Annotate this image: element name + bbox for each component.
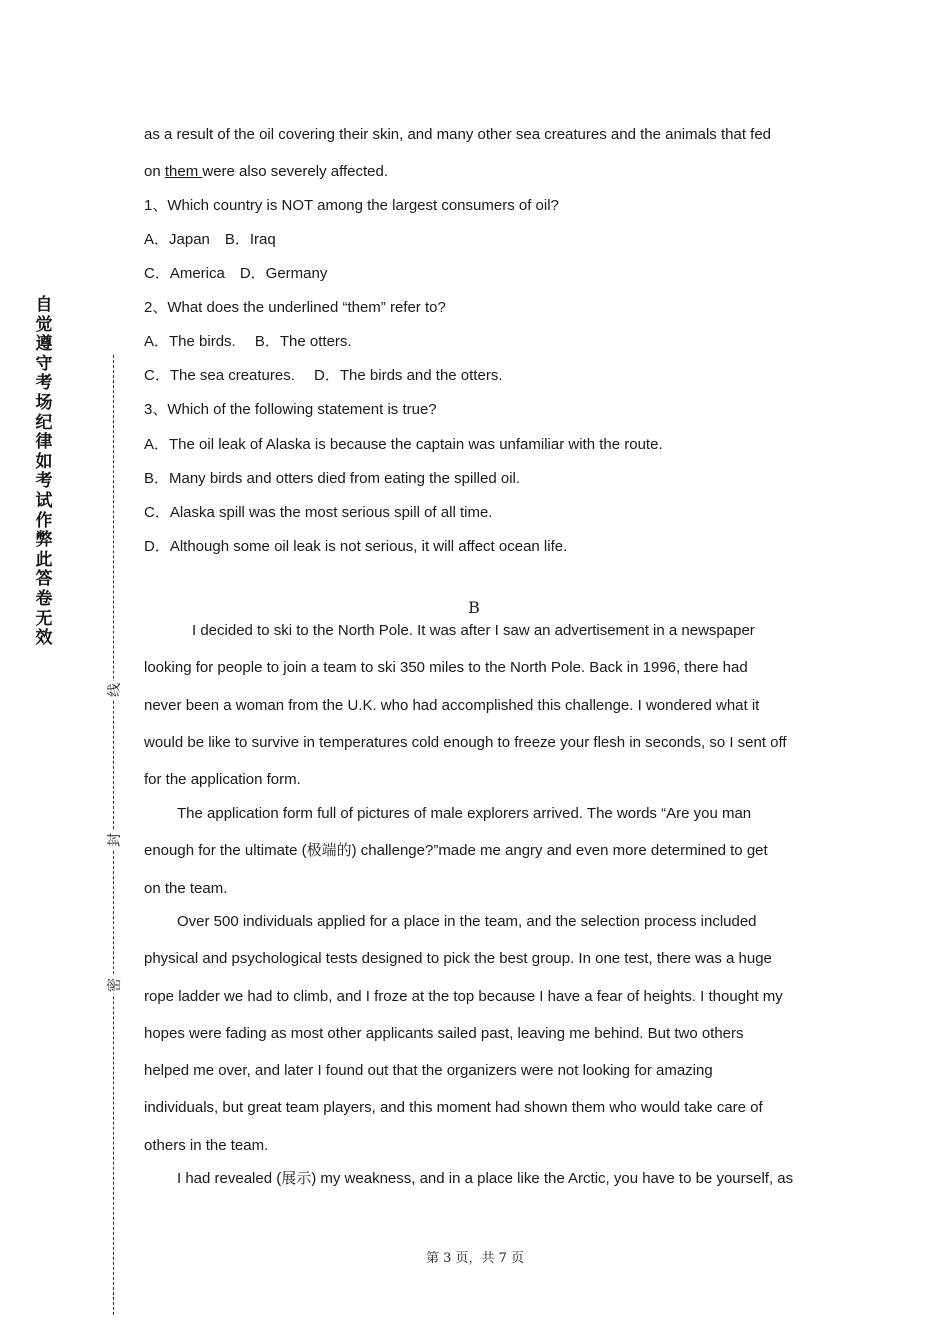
section-title: B — [468, 598, 480, 617]
paragraph-line: I decided to ski to the North Pole. It was after I saw an advertisement in a newspaper — [192, 622, 755, 639]
question-2-options: A．The birds. B．The otters. — [144, 333, 352, 350]
paragraph-4 — [144, 1160, 809, 1197]
question-1-options: A．Japan B．Iraq — [144, 231, 276, 248]
page-number-footer: 第 3 页，共 7 页 — [425, 1251, 525, 1266]
paragraph-line: rope ladder we had to climb, and I froze at the top because I have a fear of heights. I thought my — [144, 987, 783, 1005]
paragraph-line: I had revealed (展示) my weakness, and in a place like the Arctic, you have to be yourself, as — [177, 1170, 794, 1187]
paragraph-line: for the application form. — [144, 771, 301, 789]
paragraph-line: on the team. — [144, 879, 228, 897]
paragraph-3 — [144, 903, 809, 1164]
paragraph-line: enough for the ultimate (极端的) challenge?”made me angry and even more determined to get — [144, 842, 768, 860]
paragraph-1 — [144, 612, 809, 798]
question-2-options: C．The sea creatures. D．The birds and the otters. — [144, 367, 503, 384]
paragraph-line: Over 500 individuals applied for a place in the team, and the selection process included — [177, 913, 757, 930]
paragraph-line: physical and psychological tests designed to pick the best group. In one test, there was a huge — [144, 950, 772, 968]
paragraph-2 — [144, 795, 809, 907]
question-3-option-d: D．Although some oil leak is not serious, it will affect ocean life. — [144, 538, 568, 555]
paragraph-line: never been a woman from the U.K. who had accomplished this challenge. I wondered what it — [144, 696, 760, 714]
question-3-option-b: B．Many birds and otters died from eating the spilled oil. — [144, 470, 521, 487]
question-2-stem: 2、What does the underlined “them” refer to? — [144, 299, 446, 316]
paragraph-line: helped me over, and later I found out that the organizers were not looking for amazing — [144, 1062, 713, 1080]
passage-line: on them were also severely affected. — [144, 163, 389, 181]
paragraph-line: individuals, but great team players, and this moment had shown them who would take care of — [144, 1099, 763, 1117]
paragraph-line: others in the team. — [144, 1136, 269, 1154]
question-3-option-c: C．Alaska spill was the most serious spill of all time. — [144, 504, 493, 521]
paragraph-line: would be like to survive in temperatures cold enough to freeze your flesh in seconds, so I sent off — [144, 733, 787, 751]
seal-char-secret: 密 — [104, 976, 124, 994]
seal-char-line: 线 — [104, 681, 124, 699]
paragraph-line: looking for people to join a team to ski 350 miles to the North Pole. Back in 1996, there had — [144, 659, 748, 677]
question-1-options: C．America D．Germany — [144, 265, 328, 282]
exam-discipline-warning: 自觉遵守考场纪律如考试作弊此答卷无效 — [35, 295, 53, 649]
question-3-option-a: A．The oil leak of Alaska is because the captain was unfamiliar with the route. — [144, 436, 663, 453]
question-1-stem: 1、Which country is NOT among the largest consumers of oil? — [144, 197, 559, 214]
question-3-stem: 3、Which of the following statement is true? — [144, 401, 437, 418]
seal-char-seal: 封 — [104, 831, 124, 849]
paragraph-line: The application form full of pictures of male explorers arrived. The words “Are you man — [177, 805, 752, 822]
passage-line: as a result of the oil covering their skin, and many other sea creatures and the animals that fed — [144, 126, 772, 143]
passage-a-end — [144, 116, 809, 191]
underlined-them: them — [164, 163, 203, 181]
paragraph-line: hopes were fading as most other applicants sailed past, leaving me behind. But two others — [144, 1024, 744, 1042]
